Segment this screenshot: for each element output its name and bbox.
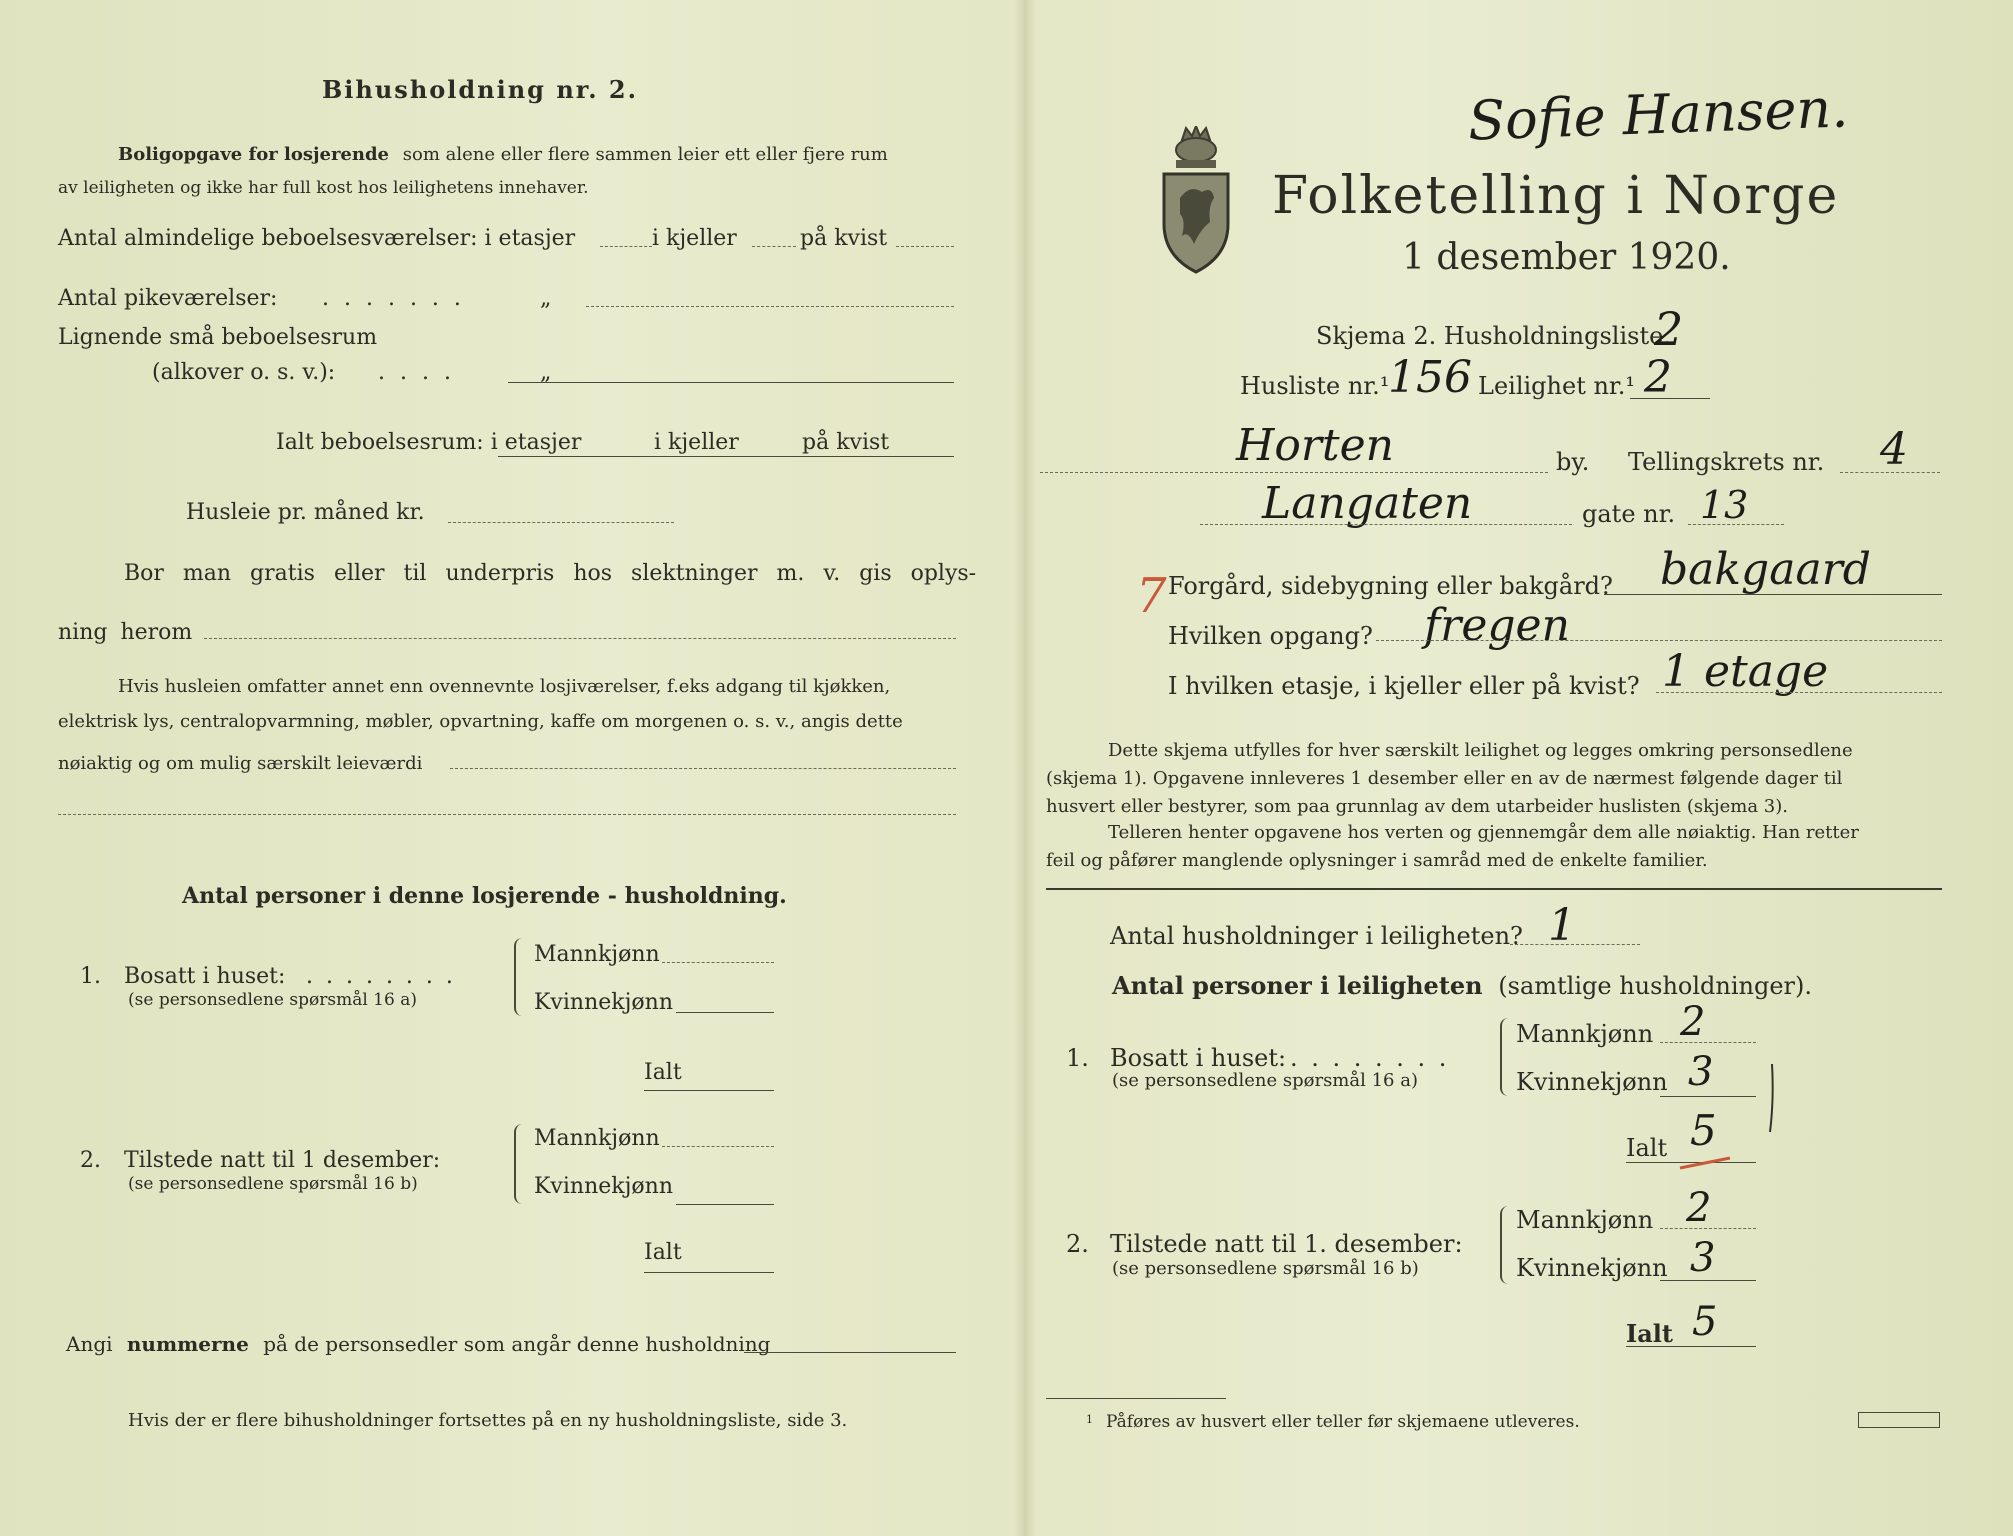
alkover-field[interactable] (508, 382, 954, 383)
footnote-mark: 1 (1086, 1413, 1093, 1426)
almindelige-label: Antal almindelige beboelsesværelser: i etasjer (58, 226, 576, 251)
left-footer: Hvis der er flere bihusholdninger fortsettes på en ny husholdningsliste, side 3. (128, 1410, 848, 1431)
right-q2-brace (1500, 1206, 1512, 1284)
opgang-field (1376, 640, 1942, 641)
krets-label: Tellingskrets nr. (1628, 448, 1825, 476)
angi-pre: Angi (66, 1332, 113, 1356)
left-q2-num: 2. (80, 1148, 101, 1173)
para-line-3: nøiaktig og om mulig særskilt leieværdi (58, 753, 423, 774)
right-q1-kvinne-label: Kvinnekjønn (1516, 1068, 1668, 1096)
herom-field[interactable] (204, 638, 956, 639)
husliste-label: Husliste nr.¹ (1240, 372, 1390, 400)
instr-line-4: Telleren henter opgavene hos verten og gjennemgår dem alle nøiaktig. Han retter (1108, 822, 1859, 843)
right-q2-num: 2. (1066, 1230, 1089, 1258)
right-q1-num: 1. (1066, 1044, 1089, 1072)
herom-label: ning herom (58, 620, 193, 645)
instr-rule (1046, 888, 1942, 890)
left-q1-kvinne-field[interactable] (676, 1012, 774, 1013)
right-q1-label: Bosatt i huset: (1110, 1044, 1287, 1072)
by-field (1040, 472, 1548, 473)
intro-rest: som alene eller flere sammen leier ett eller fjere rum (402, 144, 888, 165)
left-q1-sub: (se personsedlene spørsmål 16 a) (128, 990, 417, 1010)
right-persons-heading (1112, 971, 1813, 1000)
right-q2-kvinne-label: Kvinnekjønn (1516, 1254, 1668, 1282)
etasje-field (1656, 692, 1942, 693)
right-q1-dots: . . . . . . . . (1290, 1044, 1450, 1072)
right-q2-ialt-label: Ialt (1626, 1319, 1673, 1348)
para-line-2: elektrisk lys, centralopvarmning, møbler, opvartning, kaffe om morgenen o. s. v., angis dette (58, 711, 903, 732)
left-q1-kvinne-label: Kvinnekjønn (534, 990, 673, 1015)
footnote-rule (1046, 1398, 1226, 1399)
instr-line-1: Dette skjema utfylles for hver særskilt leilighet og legges omkring personsedlene (1108, 740, 1853, 761)
almindelige-kvist-label: på kvist (800, 226, 888, 251)
right-q2-label: Tilstede natt til 1. desember: (1110, 1230, 1463, 1258)
by-value[interactable]: Horten (1236, 420, 1394, 471)
almindelige-kjeller-label: i kjeller (652, 226, 737, 251)
husleie-field[interactable] (448, 522, 674, 523)
forgard-value[interactable]: bakgaard (1660, 544, 1871, 595)
left-q2-sub: (se personsedlene spørsmål 16 b) (128, 1174, 418, 1194)
lignende-label: Lignende små beboelsesrum (58, 325, 378, 350)
left-q2-kvinne-label: Kvinnekjønn (534, 1174, 673, 1199)
almindelige-etasjer-field[interactable] (600, 246, 652, 247)
para-line-1: Hvis husleien omfatter annet enn ovennevnte losjiværelser, f.eks adgang til kjøkken, (118, 676, 891, 697)
coat-of-arms-icon (1160, 126, 1232, 274)
right-persons-heading-bold: Antal personer i leiligheten (1112, 971, 1483, 1000)
gate-label: gate nr. (1582, 500, 1676, 528)
opgang-value[interactable]: fregen (1424, 600, 1570, 651)
left-q1-num: 1. (80, 964, 101, 989)
right-q1-brace (1500, 1018, 1512, 1096)
left-q2-brace (514, 1124, 526, 1204)
right-date: 1 desember 1920. (1402, 237, 1731, 278)
right-q2-mann-field (1660, 1228, 1756, 1229)
right-q1-mann-field (1660, 1042, 1756, 1043)
gate-field (1200, 524, 1572, 525)
alkover-dots: . . . . (378, 360, 455, 385)
right-q1-mann-label: Mannkjønn (1516, 1020, 1654, 1048)
by-label: by. (1556, 448, 1590, 476)
leilighet-value[interactable]: 2 (1644, 352, 1672, 403)
intro-line-2: av leiligheten og ikke har full kost hos leilighetens innehaver. (58, 178, 589, 198)
angi-text (66, 1334, 770, 1354)
krets-field (1840, 472, 1940, 473)
ialt-rum-line (498, 456, 954, 457)
right-q1-sub: (se personsedlene spørsmål 16 a) (1112, 1070, 1418, 1091)
husleie-label: Husleie pr. måned kr. (186, 500, 425, 525)
red-mark: 7 (1136, 568, 1167, 624)
angi-post: på de personsedler som angår denne husholdning (263, 1332, 771, 1356)
skjema-label: Skjema 2. Husholdningsliste. (1316, 322, 1671, 350)
intro-bold: Boligopgave for losjerende (118, 144, 390, 165)
right-q2-ialt-value[interactable]: 5 (1692, 1299, 1718, 1345)
antal-hush-label: Antal husholdninger i leiligheten? (1110, 922, 1523, 950)
instr-line-3: husvert eller bestyrer, som paa grunnlag av dem utarbeider huslisten (skjema 3). (1046, 796, 1788, 817)
right-persons-heading-rest: (samtlige husholdninger). (1498, 972, 1813, 1000)
pike-dots: . . . . . . . (322, 286, 465, 311)
right-q1-ialt-value[interactable]: 5 (1690, 1106, 1717, 1155)
gate-nr-value[interactable]: 13 (1700, 483, 1749, 527)
left-q2-ialt-field[interactable] (644, 1272, 774, 1273)
left-q1-ialt-label: Ialt (644, 1060, 682, 1085)
right-q2-mann-value[interactable]: 2 (1686, 1185, 1712, 1231)
left-q2-mann-label: Mannkjønn (534, 1126, 660, 1151)
footnote-text: Påføres av husvert eller teller før skjemaene utleveres. (1106, 1412, 1580, 1432)
left-q2-kvinne-field[interactable] (676, 1204, 774, 1205)
pike-label: Antal pikeværelser: (58, 286, 278, 311)
left-q1-mann-field[interactable] (662, 962, 774, 963)
left-q1-label: Bosatt i huset: (124, 964, 286, 989)
forgard-field (1604, 594, 1942, 595)
gratis-label: Bor man gratis eller til underpris hos slektninger m. v. gis oplys- (124, 561, 977, 586)
intro-line-1 (118, 146, 888, 164)
printer-stamp (1858, 1412, 1940, 1428)
right-title: Folketelling i Norge (1272, 166, 1840, 226)
right-q1-mann-value[interactable]: 2 (1680, 999, 1706, 1045)
right-q2-kvinne-field (1660, 1280, 1756, 1281)
right-q2-kvinne-value[interactable]: 3 (1690, 1235, 1716, 1281)
antal-hush-value[interactable]: 1 (1548, 900, 1576, 951)
instr-line-2: (skjema 1). Opgavene innleveres 1 desember eller en av de nærmest følgende dager til (1046, 768, 1843, 789)
left-q2-ialt-label: Ialt (644, 1240, 682, 1265)
opgang-label: Hvilken opgang? (1168, 622, 1373, 650)
ialt-kjeller-label: i kjeller (654, 430, 739, 455)
tally-check-marks (1660, 1060, 1780, 1190)
etasje-label: I hvilken etasje, i kjeller eller på kvist? (1168, 672, 1640, 700)
right-q2-ialt-field (1626, 1346, 1756, 1347)
right-q1-kvinne-value[interactable]: 3 (1688, 1049, 1714, 1095)
instr-line-5: feil og påfører manglende oplysninger i samråd med de enkelte familier. (1046, 850, 1708, 871)
alkover-label: (alkover o. s. v.): (152, 360, 336, 385)
etasje-value[interactable]: 1 etage (1662, 646, 1829, 697)
page-fold (1014, 0, 1036, 1536)
almindelige-kjeller-field[interactable] (752, 246, 796, 247)
leieverdi-field[interactable] (450, 768, 956, 769)
pike-field[interactable] (586, 306, 954, 307)
left-title: Bihusholdning nr. 2. (322, 75, 638, 104)
forgard-label: Forgård, sidebygning eller bakgård? (1168, 572, 1613, 600)
right-q2-mann-label: Mannkjønn (1516, 1206, 1654, 1234)
angi-field[interactable] (744, 1352, 956, 1353)
left-q2-mann-field[interactable] (662, 1146, 774, 1147)
gate-nr-field (1688, 524, 1784, 525)
right-q1-ialt-label: Ialt (1626, 1134, 1668, 1162)
pike-ditto: „ (540, 286, 552, 311)
left-q1-mann-label: Mannkjønn (534, 942, 660, 967)
signature: Sofie Hansen. (1466, 76, 1850, 153)
left-q2-label: Tilstede natt til 1 desember: (124, 1148, 441, 1173)
husliste-value[interactable]: 156 (1388, 352, 1472, 403)
right-q2-sub: (se personsedlene spørsmål 16 b) (1112, 1258, 1419, 1279)
alkover-ditto: „ (540, 360, 552, 385)
krets-value[interactable]: 4 (1880, 424, 1908, 475)
almindelige-kvist-field[interactable] (896, 246, 954, 247)
ialt-kvist-label: på kvist (802, 430, 890, 455)
ialt-rum-label: Ialt beboelsesrum: i etasjer (276, 430, 582, 455)
leilighet-field (1630, 398, 1710, 399)
leilighet-label: Leilighet nr.¹ (1478, 372, 1636, 400)
left-q1-brace (514, 938, 526, 1016)
leieverdi-field-2[interactable] (58, 814, 956, 815)
left-q1-ialt-field[interactable] (644, 1090, 774, 1091)
skjema-hw: 2 (1654, 302, 1684, 356)
angi-bold: nummerne (126, 1332, 249, 1356)
antal-hush-field (1510, 944, 1640, 945)
left-q1-dots: . . . . . . . . (306, 964, 456, 989)
gate-value[interactable]: Langaten (1262, 478, 1473, 529)
left-persons-heading: Antal personer i denne losjerende - husholdning. (182, 883, 787, 909)
